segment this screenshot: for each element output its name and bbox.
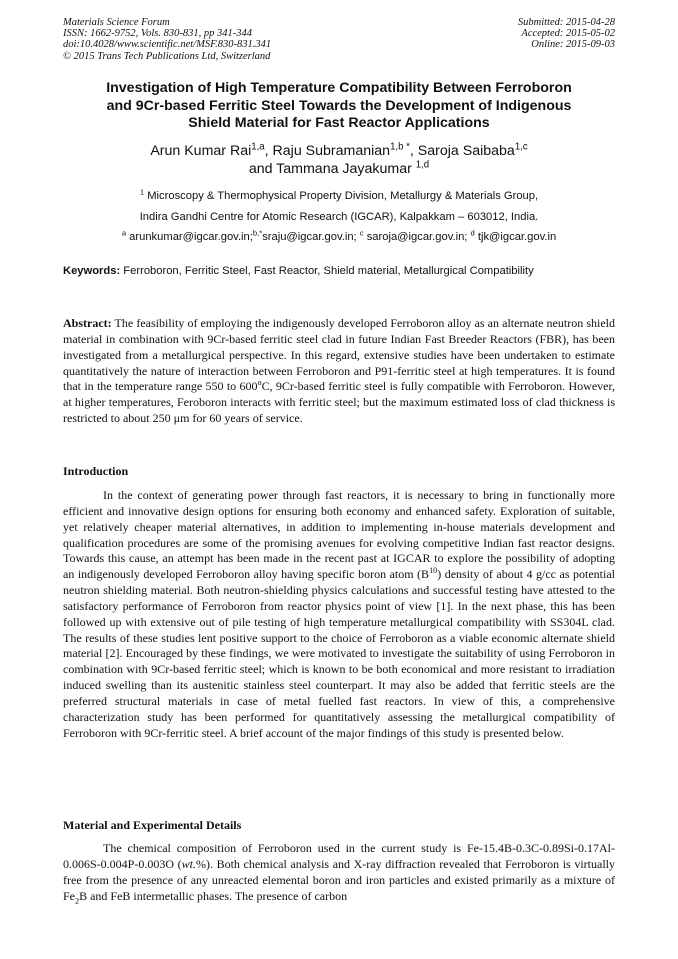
- affiliation-line: Indira Gandhi Centre for Atomic Research (IGCAR), Kalpakkam – 603012, India.: [139, 210, 539, 223]
- title-line: and 9Cr-based Ferritic Steel Towards the Development of Indigenous: [106, 97, 572, 114]
- email-mark: d: [470, 228, 475, 238]
- email-mark: c: [359, 228, 364, 238]
- abstract-text: The feasibility of employing the indigenously developed Ferroboron alloy as an alternate neutron shield material in combination with 9Cr-based ferritic steel clad in future Indian Fast Breeder Reactors (FBR), has been investigated from a metallurgical perspective. In this regard, extensive studies have been undertaken to estimate quantitatively the nature of interaction between Ferroboron and P91-ferritic steel at high temperatures. It is found that in the temperature range 550 to 600: [63, 316, 615, 394]
- abstract-text: C, 9Cr-based ferritic steel is fully compatible with Ferroboron. However, at higher temperatures, Feroboron interacts with ferritic steel; but the maximum estimated loss of clad thickness is restricted to about 250 μm for 60 years of service.: [63, 379, 615, 426]
- email-mark: b,*: [252, 228, 263, 238]
- email-line: [40, 227, 638, 248]
- online-date: Online: 2015-09-03: [531, 39, 615, 51]
- issn-line: ISSN: 1662-9752, Vols. 830-831, pp 341-344: [63, 28, 252, 40]
- author-affil-mark: 1,b *: [390, 141, 410, 153]
- degree-mark: o: [257, 378, 262, 388]
- author-line: [50, 160, 628, 178]
- email-address: saroja@igcar.gov.in;: [363, 231, 471, 243]
- email-address: sraju@igcar.gov.in;: [262, 231, 360, 243]
- author-affil-mark: 1,d: [415, 159, 430, 171]
- email-address: arunkumar@igcar.gov.in;: [126, 231, 253, 243]
- introduction-text: ) density of about 4 g/cc as potential neutron shielding material. Both neutron-shielding physics calculations and successful testing have attested to the satisfactory performance of Ferroboron from reactor physics point of view [1]. In the next phase, this has been followed up with extensive out of pile testing of high temperature metallurgical compatibility with SS304L clad. The results of these studies lent positive support to the choice of Ferroboron as a viable economic alternate shield material [2]. Encouraged by these findings, we were motivated to investigate the suitability of using Ferroboron in combination with 9Cr-based ferritic steel; which is known to be both economical and more resistant to irradiation induced swelling than its austenitic stainless steel counterpart. It may also be added that ferritic steels are the preferred structural materials in case of metal fuelled fast reactors. In view of this, a comprehensive characterization study has been performed for quantitatively assessing the metallurgical compatibility of Ferroboron with 9Cr-ferritic steel. A brief account of the major findings of this study is presented below.: [63, 567, 615, 740]
- subscript-mark: 2: [75, 895, 80, 905]
- accepted-date: Accepted: 2015-05-02: [521, 28, 615, 40]
- weight-percent-italic: wt.: [181, 856, 196, 871]
- journal-name: Materials Science Forum: [63, 17, 170, 28]
- affiliation-text: Microscopy & Thermophysical Property Division, Metallurgy & Materials Group,: [144, 190, 539, 202]
- author-name: , Raju Subramanian: [264, 143, 391, 159]
- abstract-label: Abstract:: [63, 316, 112, 330]
- submitted-date: Submitted: 2015-04-28: [517, 17, 615, 28]
- affiliation-line: [40, 186, 638, 207]
- materials-text: %). Both chemical analysis and X-ray diffraction revealed that Ferroboron is virtually free from the presence of any unreacted elemental boron and iron particles and existed primarily as a mixture of Fe: [63, 856, 615, 903]
- title-line: Investigation of High Temperature Compatibility Between Ferroboron: [106, 80, 572, 96]
- keywords-line: [63, 264, 615, 279]
- keywords-label: Keywords:: [63, 265, 121, 277]
- materials-paragraph: [63, 841, 615, 904]
- doi-line: doi:10.4028/www.scientific.net/MSF.830-831.341: [63, 39, 272, 51]
- author-name: and Tammana Jayakumar: [248, 161, 416, 177]
- keywords-text: Ferroboron, Ferritic Steel, Fast Reactor, Shield material, Metallurgical Compatibility: [120, 265, 534, 277]
- author-name: Arun Kumar Rai: [150, 143, 252, 159]
- author-line: [50, 142, 628, 160]
- abstract-paragraph: [63, 316, 615, 427]
- author-list: [50, 142, 628, 178]
- copyright-line: © 2015 Trans Tech Publications Ltd, Switzerland: [63, 50, 271, 62]
- introduction-text: In the context of generating power through fast reactors, it is necessary to bring in functionally more efficient and innovative design options for ensuring both economy and enhanced safety. Exploration of suitable, yet relatively cheaper material alternatives, in addition to implementing in-house materials development and qualification procedures are some of the promising avenues for evolving competitive Indian fast reactor designs. Towards this cause, an attempt has been made in the recent past at IGCAR to explore the possibility of adopting an indigenously developed Ferroboron alloy having specific boron atom (B: [63, 488, 615, 582]
- title-line: Shield Material for Fast Reactor Applications: [188, 115, 490, 131]
- materials-text: The chemical composition of Ferroboron used in the current study is Fe-15.4B-0.3C-0.89Si-0.17Al-0.006S-0.004P-0.003O (: [63, 841, 615, 871]
- affiliation-block: [40, 186, 638, 248]
- publication-info: [63, 17, 271, 62]
- author-name: , Saroja Saibaba: [409, 143, 515, 159]
- email-mark: a: [121, 228, 127, 238]
- author-affil-mark: 1,c: [514, 141, 528, 153]
- author-affil-mark: 1,a: [251, 141, 265, 153]
- isotope-mark: 10: [429, 566, 438, 576]
- affiliation-mark: 1: [139, 187, 145, 197]
- paper-title: [50, 80, 628, 133]
- introduction-heading: Introduction: [63, 464, 129, 478]
- email-address: tjk@igcar.gov.in: [474, 231, 557, 243]
- publication-dates: [518, 17, 615, 51]
- materials-text: B and FeB intermetallic phases. The presence of carbon: [79, 888, 348, 903]
- materials-heading: Material and Experimental Details: [63, 818, 242, 832]
- introduction-paragraph: [63, 488, 615, 742]
